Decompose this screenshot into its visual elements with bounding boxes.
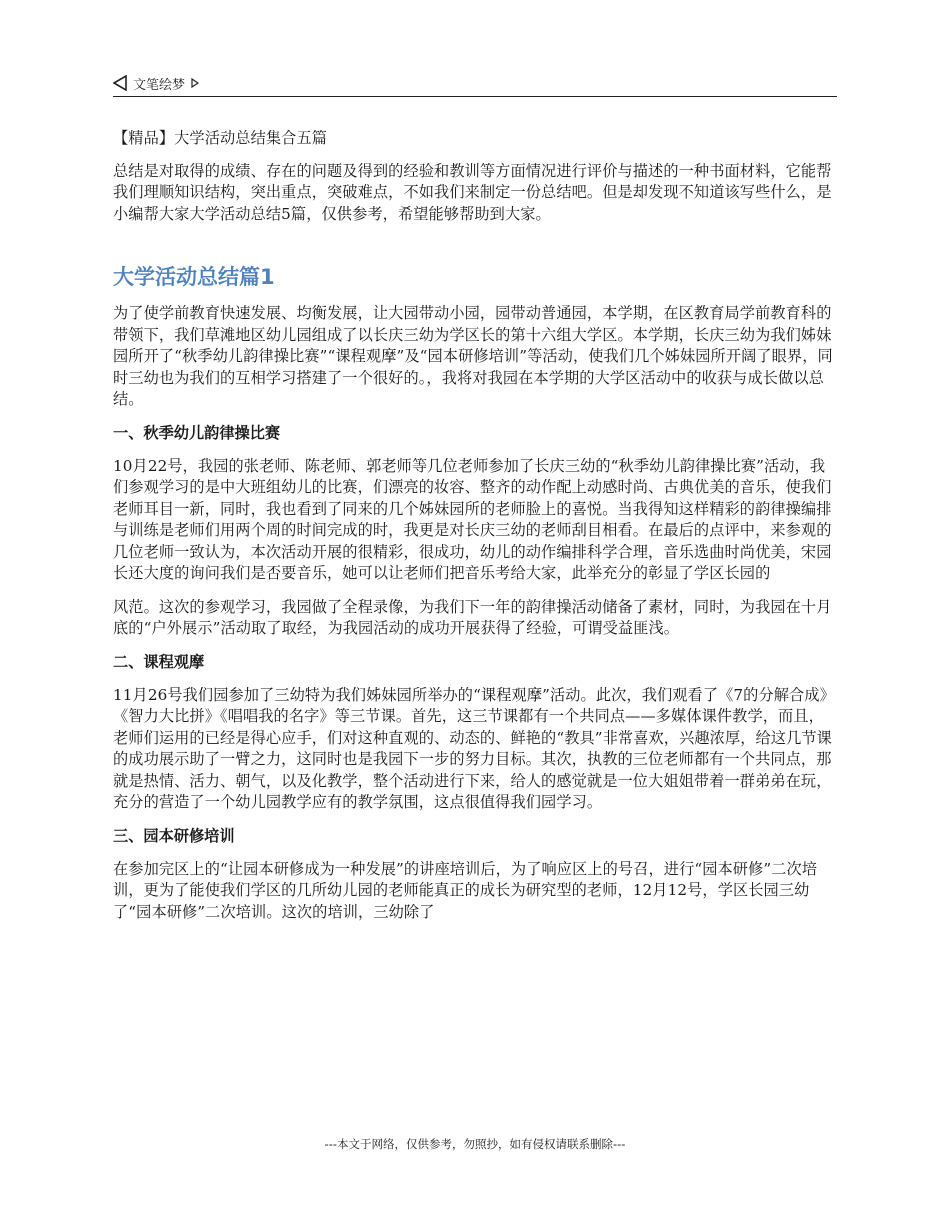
- document-title: 【精品】大学活动总结集合五篇: [113, 129, 328, 147]
- heading-2: 二、课程观摩: [113, 652, 205, 671]
- intro-paragraph: 总结是对取得的成绩、存在的问题及得到的经验和教训等方面情况进行评价与描述的一种书面材料，它能帮我们理顺知识结构，突出重点，突破难点，不如我们来制定一份总结吧。但是却发现不知道该写些什么，是小编帮大家大学活动总结5篇，仅供参考，希望能够帮助到大家。: [113, 161, 832, 223]
- section-intro-paragraph: 为了使学前教育快速发展、均衡发展，让大园带动小园，园带动普通园，本学期，在区教育局学前教育科的带领下，我们草滩地区幼儿园组成了以长庆三幼为学区长的第十六组大学区。本学期，长庆三幼为我们姊妹园所开了“秋季幼儿韵律操比赛”“课程观摩”及“园本研修培训”等活动，使我们几个姊妹园所开阔了眼界，同时三幼也为我们的互相学习搭建了一个很好的。，我将对我园在本学期的大学区活动中的收获与成长做以总结。: [113, 304, 833, 408]
- document-body: [113, 128, 837, 935]
- heading-1: 一、秋季幼儿韵律操比赛: [113, 423, 281, 442]
- triangle-left-outline-icon: [113, 75, 127, 91]
- section-title: 大学活动总结篇1: [113, 265, 275, 289]
- page-header: [113, 70, 837, 97]
- triangle-right-outline-icon: [191, 78, 199, 88]
- paragraph-2: 11月26号我们园参加了三幼特为我们姊妹园所举办的“课程观摩”活动。此次，我们观看了《7的分解合成》《智力大比拼》《唱唱我的名字》等三节课。首先，这三节课都有一个共同点——多媒体课件教学，而且，老师们运用的已经是得心应手，们对这种直观的、动态的、鲜艳的“教具”非常喜欢，兴趣浓厚，给这几节课的成功展示助了一臂之力，这同时也是我园下一步的努力目标。其次，执教的三位老师都有一个共同点，那就是热情、活力、朝气，以及化教学，整个活动进行下来，给人的感觉就是一位大姐姐带着一群弟弟在玩，充分的营造了一个幼儿园教学应有的教学氛围，这点很值得我们园学习。: [113, 685, 835, 811]
- paragraph-3: 在参加完区上的“让园本研修成为一种发展”的讲座培训后，为了响应区上的号召，进行“园本研修”二次培训，更为了能使我们学区的几所幼儿园的老师能真正的成长为研究型的老师，12月12号，学区长园三幼了“园本研修”二次培训。这次的培训，三幼除了: [113, 859, 818, 921]
- header-brand: 文笔绘梦: [133, 77, 186, 93]
- page-footer: ---本文于网络，仅供参考，勿照抄，如有侵权请联系删除---: [324, 1137, 626, 1151]
- paragraph-1a: 10月22号，我园的张老师、陈老师、郭老师等几位老师参加了长庆三幼的“秋季幼儿韵律操比赛”活动，我们参观学习的是中大班组幼儿的比赛，们漂亮的妆容、整齐的动作配上动感时尚、古典优美的音乐，使我们老师耳目一新，同时，我也看到了同来的几个姊妹园所的老师脸上的喜悦。当我得知这样精彩的韵律操编排与训练是老师们用两个周的时间完成的时，我更是对长庆三幼的老师刮目相看。在最后的点评中，来参观的几位老师一致认为，本次活动开展的很精彩，很成功，幼儿的动作编排科学合理，音乐选曲时尚优美，宋园长还大度的询问我们是否要音乐，她可以让老师们把音乐考给大家，此举充分的彰显了学区长园的: [113, 456, 832, 582]
- heading-3: 三、园本研修培训: [113, 826, 235, 845]
- paragraph-1b: 风范。这次的参观学习，我园做了全程录像，为我们下一年的韵律操活动储备了素材，同时，为我园在十月底的“户外展示”活动取了取经，为我园活动的成功开展获得了经验，可谓受益匪浅。: [113, 597, 832, 637]
